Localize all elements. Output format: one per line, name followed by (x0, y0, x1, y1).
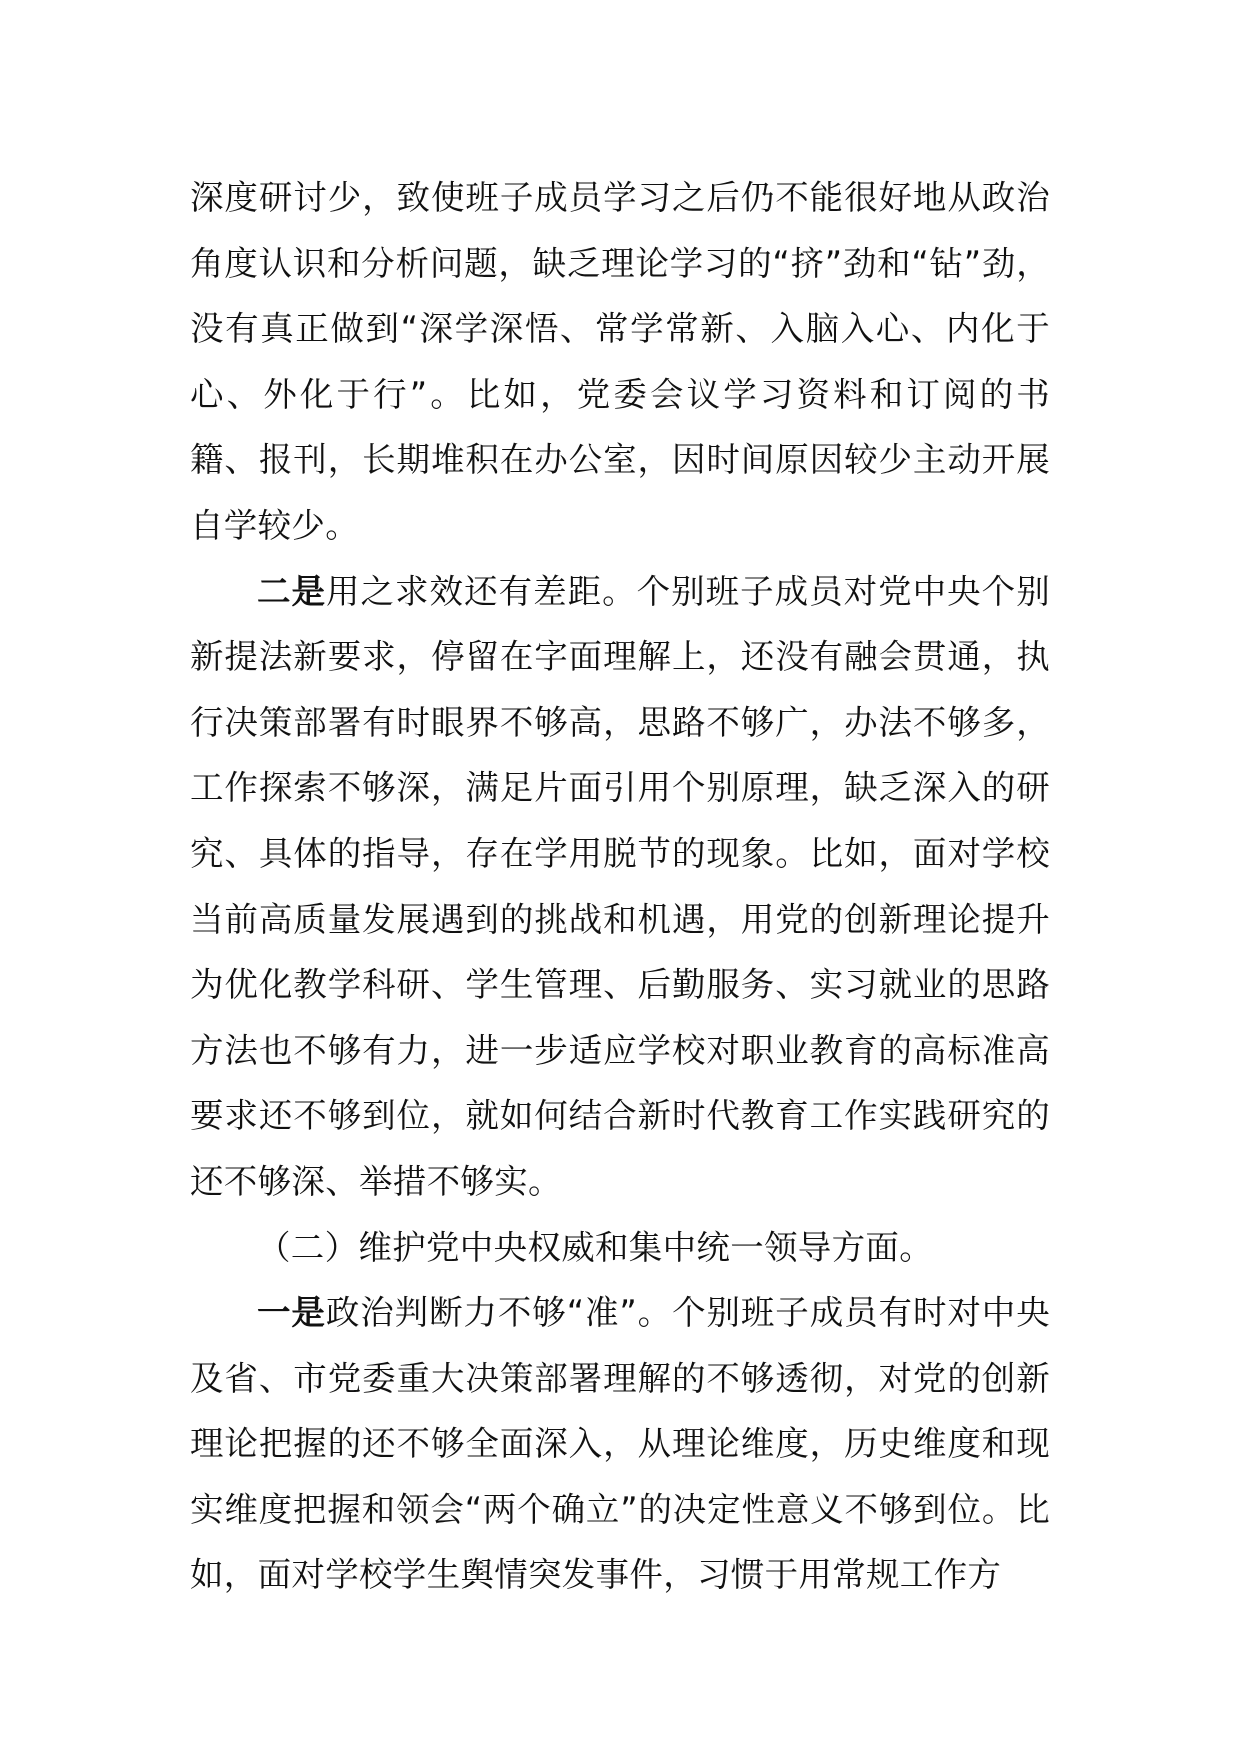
paragraph-text: 政治判断力不够“准”。个别班子成员有时对中央及省、市党委重大决策部署理解的不够透彻，对党的创新理论把握的还不够全面深入，从理论维度，历史维度和现实维度把握和领会“两个确立”的决定性意义不够到位。比如，面对学校学生舆情突发事件，习惯于用常规工作方 (190, 1293, 1050, 1595)
paragraph-point-one (190, 1280, 1050, 1608)
document-body (190, 165, 1050, 1608)
paragraph-continuation (190, 165, 1050, 559)
paragraph-text: 用之求效还有差距。个别班子成员对党中央个别新提法新要求，停留在字面理解上，还没有融会贯通，执行决策部署有时眼界不够高，思路不够广，办法不够多，工作探索不够深，满足片面引用个别原理，缺乏深入的研究、具体的指导，存在学用脱节的现象。比如，面对学校当前高质量发展遇到的挑战和机遇，用党的创新理论提升为优化教学科研、学生管理、后勤服务、实习就业的思路方法也不够有力，进一步适应学校对职业教育的高标准高要求还不够到位，就如何结合新时代教育工作实践研究的还不够深、举措不够实。 (190, 571, 1050, 1201)
paragraph-lead: 二是 (257, 571, 327, 611)
paragraph-point-two (190, 559, 1050, 1215)
section-heading-text: （二）维护党中央权威和集中统一领导方面。 (257, 1227, 933, 1267)
paragraph-lead: 一是 (257, 1293, 326, 1333)
paragraph-text: 深度研讨少，致使班子成员学习之后仍不能很好地从政治角度认识和分析问题，缺乏理论学习的“挤”劲和“钻”劲，没有真正做到“深学深悟、常学常新、入脑入心、内化于心、外化于行”。比如，党委会议学习资料和订阅的书籍、报刊，长期堆积在办公室，因时间原因较少主动开展自学较少。 (190, 178, 1050, 545)
section-heading (190, 1215, 1050, 1281)
